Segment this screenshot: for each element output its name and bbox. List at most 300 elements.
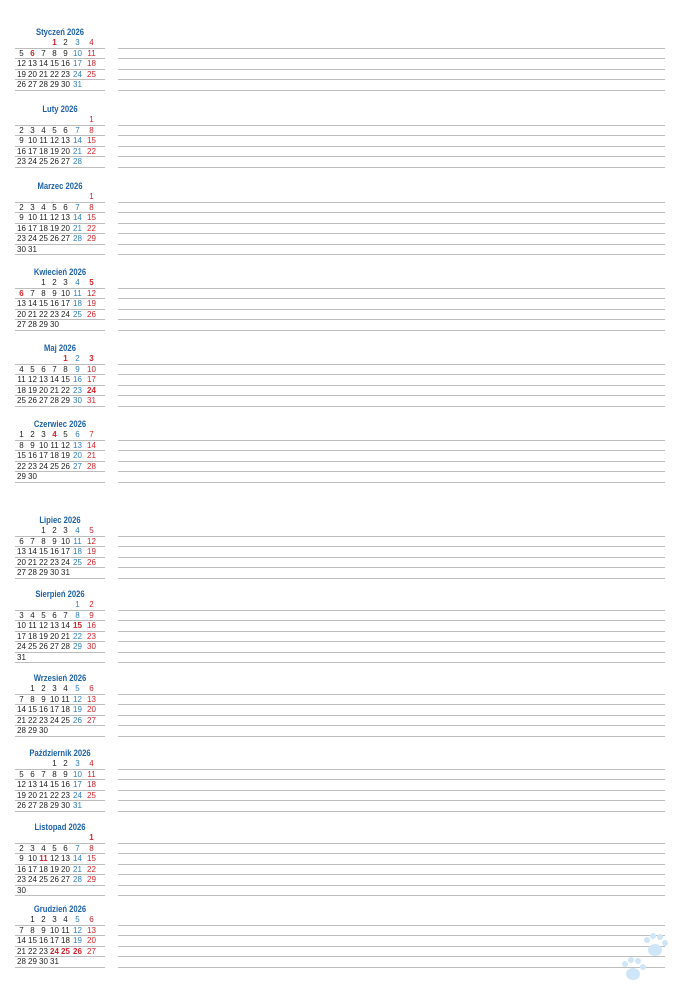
day-cell: 14	[87, 440, 96, 450]
day-cell: 20	[39, 385, 48, 395]
day-cell: 27	[28, 801, 37, 810]
day-cell: 26	[87, 557, 96, 567]
day-cell: 9	[63, 769, 68, 779]
day-cell: 24	[73, 790, 82, 800]
day-cell: 17	[17, 631, 26, 641]
day-cell: 15	[28, 705, 37, 714]
day-cell: 6	[41, 364, 46, 374]
day-cell: 5	[75, 915, 80, 924]
day-cell: 15	[61, 375, 70, 384]
day-cell: 21	[39, 790, 48, 800]
week-row	[15, 430, 665, 441]
day-cell: 22	[61, 385, 70, 395]
month-title: Styczeń 2026	[35, 27, 85, 37]
week-row	[15, 726, 665, 737]
day-cell: 26	[61, 461, 70, 471]
day-cell: 10	[61, 288, 70, 298]
week-row	[15, 695, 665, 706]
day-cell: 29	[87, 875, 96, 884]
day-cell: 5	[19, 48, 24, 58]
rule-line-short	[15, 811, 105, 812]
month-title: Październik 2026	[29, 748, 91, 758]
day-cell: 29	[28, 957, 37, 966]
day-cell: 22	[50, 790, 59, 800]
day-cell: 11	[50, 440, 59, 450]
day-cell: 25	[39, 875, 48, 884]
week-row	[15, 844, 665, 855]
month-title: Wrzesień 2026	[33, 673, 87, 683]
day-cell: 12	[61, 440, 70, 450]
day-cell: 18	[73, 547, 82, 556]
day-cell: 1	[30, 684, 35, 693]
day-cell: 28	[73, 875, 82, 884]
rule-line-short	[15, 578, 105, 579]
day-cell: 2	[19, 843, 24, 853]
day-cell: 27	[61, 875, 70, 884]
day-cell: 25	[73, 309, 82, 319]
week-row	[15, 375, 665, 386]
day-cell: 20	[61, 864, 70, 874]
day-cell: 22	[87, 146, 96, 156]
day-cell: 18	[39, 223, 48, 233]
day-cell: 13	[39, 375, 48, 384]
week-row	[15, 136, 665, 147]
day-cell: 10	[39, 440, 48, 450]
week-row	[15, 537, 665, 548]
day-cell: 30	[28, 472, 37, 481]
day-cell: 25	[28, 642, 37, 651]
day-cell: 6	[52, 610, 57, 620]
day-cell: 24	[28, 234, 37, 243]
day-cell: 7	[19, 925, 24, 935]
day-cell: 8	[89, 202, 94, 212]
day-cell: 14	[73, 136, 82, 145]
day-cell: 28	[17, 957, 26, 966]
day-cell: 7	[30, 288, 35, 298]
week-row	[15, 642, 665, 653]
week-row	[15, 653, 665, 664]
day-cell: 8	[30, 694, 35, 704]
day-cell: 9	[52, 536, 57, 546]
day-cell: 30	[73, 396, 82, 405]
day-cell: 26	[73, 946, 82, 956]
day-cell: 1	[75, 600, 80, 609]
day-cell: 31	[61, 568, 70, 577]
day-cell: 29	[39, 568, 48, 577]
day-cell: 1	[19, 430, 24, 439]
week-row	[15, 245, 665, 256]
day-cell: 12	[50, 136, 59, 145]
day-cell: 31	[87, 396, 96, 405]
day-cell: 14	[39, 780, 48, 789]
day-cell: 13	[50, 621, 59, 630]
day-cell: 16	[17, 864, 26, 874]
day-cell: 2	[19, 125, 24, 135]
day-cell: 4	[89, 38, 94, 47]
day-cell: 7	[75, 125, 80, 135]
day-cell: 17	[73, 780, 82, 789]
day-cell: 19	[50, 146, 59, 156]
day-cell: 23	[61, 69, 70, 79]
day-cell: 1	[41, 526, 46, 535]
week-row	[15, 115, 665, 126]
month-title: Maj 2026	[44, 343, 76, 353]
day-cell: 18	[61, 705, 70, 714]
day-cell: 25	[61, 715, 70, 725]
day-cell: 18	[73, 299, 82, 308]
day-cell: 15	[39, 299, 48, 308]
day-cell: 19	[87, 299, 96, 308]
day-cell: 21	[17, 715, 26, 725]
week-row	[15, 451, 665, 462]
week-row	[15, 441, 665, 452]
day-cell: 25	[17, 396, 26, 405]
day-cell: 8	[30, 925, 35, 935]
day-cell: 4	[63, 684, 68, 693]
day-cell: 17	[87, 375, 96, 384]
week-row	[15, 396, 665, 407]
day-cell: 24	[87, 385, 96, 395]
day-cell: 1	[89, 833, 94, 842]
day-cell: 20	[50, 631, 59, 641]
day-cell: 11	[28, 621, 37, 630]
day-cell: 5	[52, 843, 57, 853]
day-cell: 20	[28, 790, 37, 800]
day-cell: 3	[30, 843, 35, 853]
day-cell: 22	[28, 946, 37, 956]
day-cell: 25	[73, 557, 82, 567]
note-line	[118, 406, 665, 407]
day-cell: 30	[61, 80, 70, 89]
day-cell: 10	[50, 694, 59, 704]
day-cell: 9	[19, 854, 24, 863]
note-line	[118, 811, 665, 812]
day-cell: 23	[17, 234, 26, 243]
week-row	[15, 38, 665, 49]
week-row	[15, 278, 665, 289]
day-cell: 7	[63, 610, 68, 620]
day-cell: 11	[73, 536, 82, 546]
day-cell: 12	[28, 375, 37, 384]
day-cell: 27	[73, 461, 82, 471]
day-cell: 20	[61, 146, 70, 156]
day-cell: 28	[28, 320, 37, 329]
week-row	[15, 611, 665, 622]
day-cell: 16	[39, 936, 48, 945]
day-cell: 25	[61, 946, 70, 956]
day-cell: 11	[39, 213, 48, 222]
day-cell: 5	[52, 125, 57, 135]
day-cell: 22	[39, 309, 48, 319]
day-cell: 17	[61, 547, 70, 556]
day-cell: 14	[61, 621, 70, 630]
day-cell: 16	[28, 451, 37, 460]
day-cell: 19	[17, 69, 26, 79]
week-row	[15, 915, 665, 926]
day-cell: 3	[41, 430, 46, 439]
week-row	[15, 365, 665, 376]
day-cell: 13	[87, 925, 96, 935]
day-cell: 18	[61, 936, 70, 945]
day-cell: 7	[41, 48, 46, 58]
day-cell: 3	[63, 526, 68, 535]
week-row	[15, 386, 665, 397]
day-cell: 28	[61, 642, 70, 651]
week-row	[15, 632, 665, 643]
day-cell: 27	[17, 320, 26, 329]
day-cell: 12	[17, 780, 26, 789]
week-row	[15, 547, 665, 558]
day-cell: 20	[28, 69, 37, 79]
day-cell: 15	[39, 547, 48, 556]
note-line	[118, 578, 665, 579]
day-cell: 30	[17, 244, 26, 254]
day-cell: 15	[17, 451, 26, 460]
day-cell: 20	[17, 557, 26, 567]
month-title: Grudzień 2026	[33, 904, 87, 914]
week-row	[15, 791, 665, 802]
day-cell: 27	[28, 80, 37, 89]
day-cell: 11	[61, 694, 70, 704]
day-cell: 14	[17, 705, 26, 714]
day-cell: 4	[41, 202, 46, 212]
week-row	[15, 59, 665, 70]
day-cell: 15	[28, 936, 37, 945]
day-cell: 23	[17, 157, 26, 166]
day-cell: 4	[75, 526, 80, 535]
day-cell: 17	[73, 59, 82, 68]
day-cell: 11	[73, 288, 82, 298]
day-cell: 16	[61, 59, 70, 68]
day-cell: 4	[63, 915, 68, 924]
day-cell: 23	[39, 946, 48, 956]
day-cell: 28	[39, 80, 48, 89]
day-cell: 14	[17, 936, 26, 945]
day-cell: 16	[17, 146, 26, 156]
day-cell: 27	[39, 396, 48, 405]
day-cell: 24	[28, 157, 37, 166]
day-cell: 16	[50, 547, 59, 556]
day-cell: 13	[73, 440, 82, 450]
day-cell: 16	[50, 299, 59, 308]
rule-line-short	[15, 895, 105, 896]
day-cell: 9	[41, 925, 46, 935]
day-cell: 8	[19, 440, 24, 450]
week-row	[15, 462, 665, 473]
day-cell: 4	[89, 759, 94, 768]
month-title: Lipiec 2026	[39, 515, 81, 525]
day-cell: 6	[89, 915, 94, 924]
day-cell: 13	[17, 299, 26, 308]
day-cell: 1	[30, 915, 35, 924]
day-cell: 12	[39, 621, 48, 630]
day-cell: 11	[39, 854, 48, 863]
day-cell: 15	[87, 136, 96, 145]
note-line	[118, 736, 665, 737]
week-row	[15, 126, 665, 137]
day-cell: 24	[61, 309, 70, 319]
note-line	[118, 330, 665, 331]
day-cell: 5	[89, 526, 94, 535]
day-cell: 13	[28, 59, 37, 68]
day-cell: 13	[87, 694, 96, 704]
day-cell: 5	[89, 278, 94, 287]
week-row	[15, 854, 665, 865]
week-row	[15, 936, 665, 947]
day-cell: 15	[87, 213, 96, 222]
day-cell: 8	[89, 843, 94, 853]
day-cell: 5	[52, 202, 57, 212]
week-row	[15, 833, 665, 844]
day-cell: 20	[87, 936, 96, 945]
day-cell: 1	[89, 115, 94, 124]
day-cell: 29	[73, 642, 82, 651]
note-line	[118, 482, 665, 483]
day-cell: 1	[52, 38, 57, 47]
week-row	[15, 157, 665, 168]
day-cell: 13	[61, 136, 70, 145]
day-cell: 20	[17, 309, 26, 319]
day-cell: 6	[19, 288, 24, 298]
week-row	[15, 705, 665, 716]
day-cell: 15	[50, 59, 59, 68]
day-cell: 29	[28, 726, 37, 735]
day-cell: 19	[73, 705, 82, 714]
day-cell: 2	[19, 202, 24, 212]
day-cell: 26	[50, 875, 59, 884]
day-cell: 30	[87, 642, 96, 651]
day-cell: 13	[61, 213, 70, 222]
week-row	[15, 320, 665, 331]
day-cell: 16	[87, 621, 96, 630]
day-cell: 21	[28, 309, 37, 319]
week-row	[15, 213, 665, 224]
day-cell: 22	[28, 715, 37, 725]
day-cell: 1	[63, 354, 68, 363]
day-cell: 26	[73, 715, 82, 725]
month-title: Czerwiec 2026	[33, 419, 87, 429]
day-cell: 16	[73, 375, 82, 384]
week-row	[15, 621, 665, 632]
day-cell: 25	[39, 157, 48, 166]
day-cell: 13	[61, 854, 70, 863]
day-cell: 16	[61, 780, 70, 789]
week-row	[15, 684, 665, 695]
day-cell: 30	[50, 320, 59, 329]
week-row	[15, 926, 665, 937]
month-title: Marzec 2026	[37, 181, 83, 191]
day-cell: 5	[63, 430, 68, 439]
day-cell: 23	[73, 385, 82, 395]
day-cell: 30	[17, 885, 26, 895]
day-cell: 26	[50, 157, 59, 166]
week-row	[15, 759, 665, 770]
day-cell: 19	[87, 547, 96, 556]
day-cell: 4	[41, 125, 46, 135]
day-cell: 30	[50, 568, 59, 577]
day-cell: 28	[17, 726, 26, 735]
day-cell: 23	[50, 309, 59, 319]
day-cell: 14	[50, 375, 59, 384]
day-cell: 15	[50, 780, 59, 789]
day-cell: 29	[17, 472, 26, 481]
day-cell: 28	[39, 801, 48, 810]
day-cell: 12	[17, 59, 26, 68]
day-cell: 17	[50, 936, 59, 945]
day-cell: 3	[52, 915, 57, 924]
day-cell: 2	[63, 38, 68, 47]
day-cell: 4	[52, 430, 57, 439]
day-cell: 19	[28, 385, 37, 395]
day-cell: 3	[52, 684, 57, 693]
day-cell: 8	[63, 364, 68, 374]
day-cell: 20	[87, 705, 96, 714]
day-cell: 5	[19, 769, 24, 779]
day-cell: 2	[75, 354, 80, 363]
day-cell: 23	[87, 631, 96, 641]
day-cell: 18	[17, 385, 26, 395]
day-cell: 29	[61, 396, 70, 405]
day-cell: 1	[41, 278, 46, 287]
day-cell: 21	[50, 385, 59, 395]
day-cell: 28	[73, 234, 82, 243]
week-row	[15, 70, 665, 81]
rule-line-short	[15, 662, 105, 663]
day-cell: 9	[19, 213, 24, 222]
day-cell: 21	[73, 223, 82, 233]
day-cell: 11	[87, 769, 96, 779]
rule-line-short	[15, 254, 105, 255]
week-row	[15, 310, 665, 321]
day-cell: 4	[75, 278, 80, 287]
day-cell: 24	[39, 461, 48, 471]
week-row	[15, 865, 665, 876]
day-cell: 28	[73, 157, 82, 166]
day-cell: 19	[39, 631, 48, 641]
day-cell: 12	[87, 288, 96, 298]
day-cell: 17	[28, 223, 37, 233]
day-cell: 25	[50, 461, 59, 471]
day-cell: 2	[52, 526, 57, 535]
day-cell: 26	[17, 80, 26, 89]
week-row	[15, 568, 665, 579]
rule-line-short	[15, 406, 105, 407]
day-cell: 24	[17, 642, 26, 651]
day-cell: 9	[41, 694, 46, 704]
day-cell: 2	[41, 684, 46, 693]
note-line	[118, 90, 665, 91]
day-cell: 6	[63, 843, 68, 853]
day-cell: 21	[17, 946, 26, 956]
day-cell: 31	[17, 652, 26, 662]
day-cell: 22	[39, 557, 48, 567]
day-cell: 23	[50, 557, 59, 567]
day-cell: 27	[61, 234, 70, 243]
day-cell: 11	[17, 375, 26, 384]
day-cell: 2	[52, 278, 57, 287]
week-row	[15, 224, 665, 235]
day-cell: 11	[39, 136, 48, 145]
day-cell: 15	[87, 854, 96, 863]
day-cell: 6	[75, 430, 80, 439]
day-cell: 8	[41, 536, 46, 546]
day-cell: 24	[61, 557, 70, 567]
day-cell: 23	[61, 790, 70, 800]
week-row	[15, 780, 665, 791]
week-row	[15, 801, 665, 812]
day-cell: 13	[17, 547, 26, 556]
week-row	[15, 289, 665, 300]
